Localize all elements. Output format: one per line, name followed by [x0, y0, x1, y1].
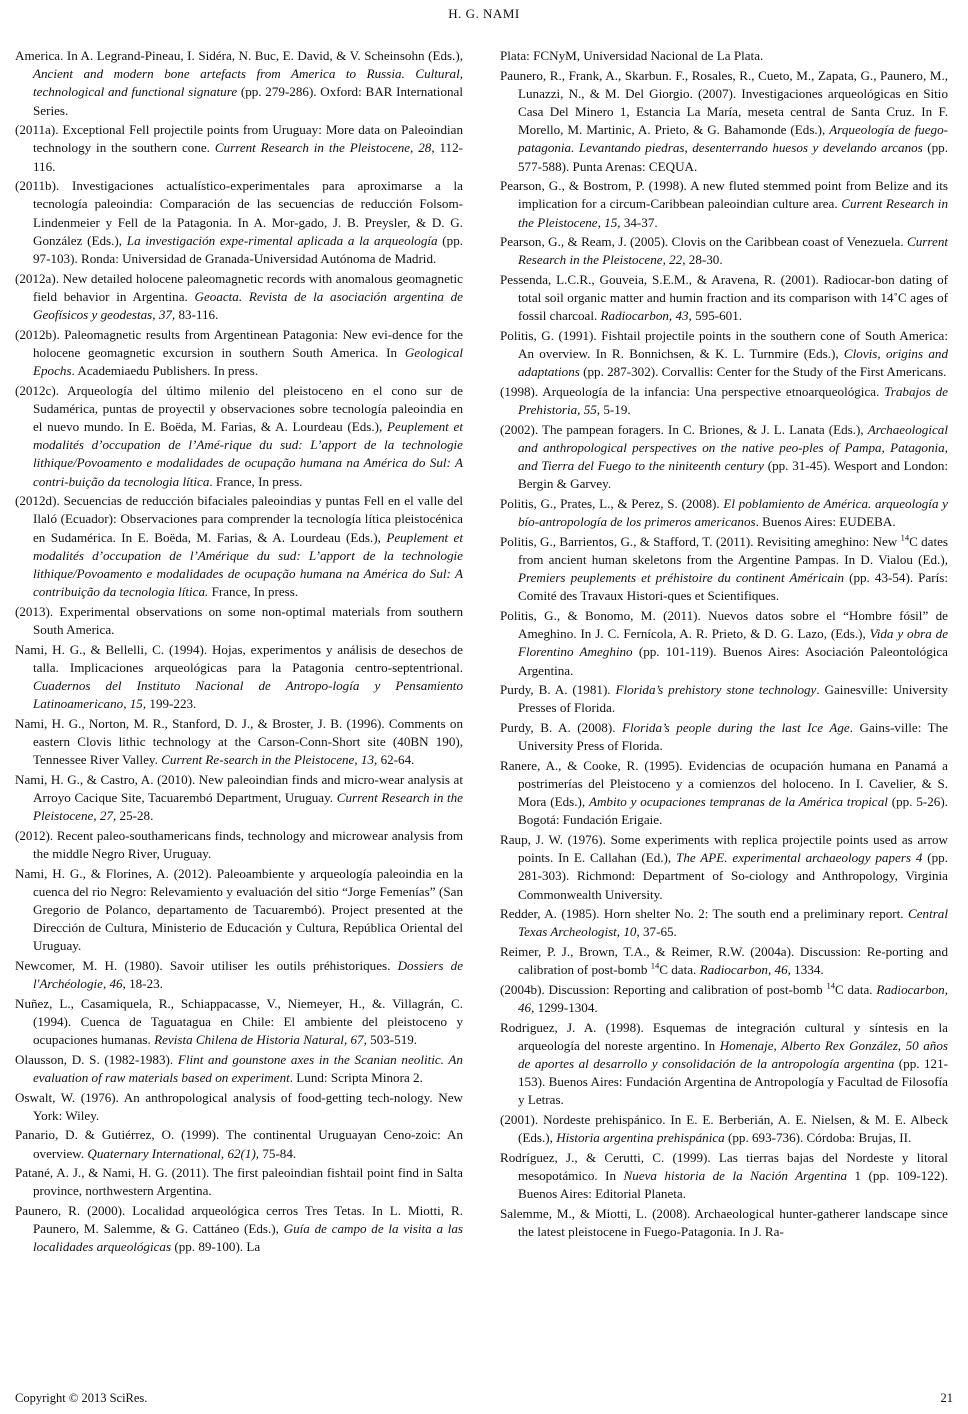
reference-entry: [500, 607, 948, 680]
reference-text-segment: 75-84.: [259, 1145, 297, 1161]
reference-text-segment: 25-28.: [116, 808, 154, 824]
reference-entry: [15, 1089, 463, 1125]
reference-text-segment: . Buenos Aires: EUDEBA.: [755, 514, 896, 530]
reference-text-segment: 112-116.: [33, 140, 463, 174]
reference-text-segment: 37-65.: [639, 924, 677, 940]
reference-entry: [500, 1149, 948, 1204]
reference-text-segment: Plata: FCNyM, Universidad Nacional de La Plata.: [500, 48, 764, 63]
reference-text-segment: 28-30.: [685, 252, 723, 268]
reference-text-segment: 18-23.: [125, 976, 163, 992]
reference-text-segment: Nami, H. G., Norton, M. R., Stanford, D. J., & Broster, J. B. (1996). Comments on eastern Clovis lithic technology at the Carson-Conn-Short site (40BN 190), Tennessee River Valley.: [15, 715, 463, 768]
reference-entry: [500, 719, 948, 755]
reference-text-segment: (2002). The pampean foragers. In C. Briones, & J. L. Lanata (Eds.),: [500, 421, 868, 437]
references-right-column: [500, 47, 948, 1243]
page-number: 21: [940, 1391, 953, 1405]
superscript: 14: [900, 532, 910, 543]
reference-text-segment: 199-223.: [146, 696, 197, 712]
reference-entry: [15, 827, 463, 863]
reference-text-segment: (pp. 279-286). Oxford: BAR International Series.: [33, 84, 463, 118]
reference-entry: [15, 492, 463, 601]
reference-italic-segment: Premiers peuplements et préhistoire du continent Américain: [518, 570, 845, 586]
reference-text-segment: Rodriguez, J. A. (1998). Esquemas de integración cultural y síntesis en la arqueología del noreste argentino. In: [500, 1019, 948, 1053]
reference-italic-segment: Central Texas Archeologist, 10,: [518, 906, 948, 940]
reference-text-segment: (pp. 287-302). Corvallis: Center for the Study of the First Americans.: [579, 364, 947, 380]
references-left-column: [15, 47, 463, 1258]
reference-text-segment: Redder, A. (1985). Horn shelter No. 2: The south end a preliminary report.: [500, 906, 908, 922]
reference-text-segment: America. In A. Legrand-Pineau, I. Sidéra, N. Buc, E. David, & V. Scheinsohn (Eds.),: [15, 48, 463, 63]
reference-text-segment: C dates from ancient human skeletons from the Argentine Pampas. In D. Vialou (Ed.),: [518, 533, 948, 567]
reference-italic-segment: Radiocarbon, 43,: [600, 308, 692, 324]
reference-entry: [15, 47, 463, 120]
reference-entry: [15, 270, 463, 325]
reference-entry: [15, 995, 463, 1050]
reference-text-segment: 503-519.: [366, 1032, 418, 1048]
reference-text-segment: Politis, G., & Bonomo, M. (2011). Nuevos datos sobre el “Hombre fósil” de Ameghino. In J. C. Fernícola, A. R. Prieto, & D. G. Lazo, (Eds.),: [500, 608, 948, 642]
reference-entry: [15, 326, 463, 381]
reference-text-segment: Politis, G., Barrientos, G., & Stafford, T. (2011). Revisiting ameghino: New: [500, 533, 901, 549]
reference-italic-segment: Current Research in the Pleistocene, 28,: [214, 140, 435, 156]
reference-text-segment: (pp. 43-54). París: Comité des Travaux Histori-ques et Scientifiques.: [518, 570, 948, 604]
reference-italic-segment: Florida’s people during the last Ice Age: [621, 720, 850, 735]
reference-italic-segment: Peuplement et modalités d’occupation de l’Amérique du sud: L’apport de la technologie lithique/Povoamento e modalidades de ocupação humana na América do Sul: A contribuição da tecnologia lítica.: [33, 529, 463, 600]
reference-entry: [500, 233, 948, 269]
reference-italic-segment: Geoacta. Revista de la asociación argentina de Geofísicos y geodestas, 37,: [33, 288, 463, 323]
reference-text-segment: (2013). Experimental observations on some non-optimal materials from southern South America.: [15, 603, 463, 638]
reference-italic-segment: Revista Chilena de Historia Natural, 67,: [154, 1032, 367, 1048]
reference-italic-segment: La investigación expe-rimental aplicada a la arqueología: [126, 232, 438, 248]
reference-text-segment: (pp. 97-103). Ronda: Universidad de Granada-Universidad Autónoma de Madrid.: [33, 232, 464, 267]
reference-entry: [500, 47, 948, 65]
reference-entry: [500, 831, 948, 904]
reference-entry: [500, 681, 948, 717]
reference-text-segment: (2011a). Exceptional Fell projectile points from Uruguay: More data on Paleoindian technology in the southern cone.: [15, 122, 463, 156]
reference-text-segment: Purdy, B. A. (1981).: [500, 682, 616, 698]
reference-entry: [15, 1202, 463, 1257]
reference-text-segment: (2012c). Arqueología del último milenio del pleistoceno en el cono sur de Sudamérica, puntas de proyectil y observaciones sobre tecnología paleoindia en el nuevo mundo. In E. Boëda, M. Farias, & A. Lourdeau (Eds.),: [15, 382, 463, 435]
reference-entry: [15, 121, 463, 176]
reference-text-segment: Newcomer, M. H. (1980). Savoir utiliser les outils préhistoriques.: [15, 958, 398, 974]
reference-entry: [15, 1051, 463, 1087]
reference-italic-segment: Current Research in the Pleistocene, 22,: [518, 234, 948, 268]
reference-entry: [500, 327, 948, 382]
reference-text-segment: (2012). Recent paleo-southamericans finds, technology and microwear analysis from the middle Negro River, Uruguay.: [15, 827, 463, 862]
reference-text-segment: . Gainesville: University Presses of Florida.: [518, 682, 948, 716]
reference-entry: [15, 177, 463, 268]
reference-text-segment: Nuñez, L., Casamiquela, R., Schiappacasse, V., Niemeyer, H., &. Villagrán, C. (1994). Cuenca de Taguatagua en Chile: El ambiente del pleistoceno y ocupaciones humanas.: [15, 995, 463, 1048]
reference-text-segment: (2012a). New detailed holocene paleomagnetic records with anomalous geomagnetic field behavior in Argentina.: [15, 270, 463, 304]
reference-text-segment: Ranere, A., & Cooke, R. (1995). Evidencias de ocupación humana en Panamá a postrimerías del Pleistoceno y a comienzos del holoceno. In I. Cavelier, & S. Mora (Eds.),: [500, 757, 948, 810]
reference-text-segment: 83-116.: [175, 307, 219, 323]
reference-entry: [500, 1111, 948, 1147]
reference-text-segment: . Academiaedu Publishers. In press.: [71, 363, 259, 379]
reference-text-segment: Paunero, R., Frank, A., Skarbun. F., Rosales, R., Cueto, M., Zapata, G., Paunero, M., Lunazzi, N., & M. Del Giorgio. (2007). Investigaciones arqueológicas en Sitio Casa Del Minero 1, Estancia La María, meseta central de Santa Cruz. In F. Morello, M. Martinic, A. Prieto, & G. Bahamonde (Eds.),: [500, 67, 948, 138]
reference-italic-segment: Ancient and modern bone artefacts from America to Russia. Cultural, technological and functional signature: [33, 66, 463, 100]
reference-italic-segment: Current Research in the Pleistocene, 15,: [518, 196, 948, 230]
reference-text-segment: (2004b). Discussion: Reporting and calibration of post-bomb: [500, 981, 827, 997]
reference-text-segment: 1 (pp. 109-122). Buenos Aires: Editorial Planeta.: [518, 1168, 949, 1202]
reference-text-segment: Raup, J. W. (1976). Some experiments with replica projectile points used as arrow points. In E. Callahan (Ed.),: [500, 832, 948, 866]
reference-italic-segment: Vida y obra de Florentino Ameghino: [518, 626, 949, 660]
reference-text-segment: (2011b). Investigaciones actualístico-experimentales para aproximarse a la tecnología paleoindia: Comparación de las secuencias de reducción Folsom-Lindenmeier y Fell de la Patagonia. In A. Mor-gado, J. B. Preysler, & D. G. González (Eds.),: [15, 178, 463, 248]
reference-italic-segment: Geological Epochs: [33, 344, 463, 379]
reference-text-segment: Pearson, G., & Ream, J. (2005). Clovis on the Caribbean coast of Venezuela.: [500, 234, 908, 250]
reference-text-segment: Paunero, R. (2000). Localidad arqueológica cerros Tres Tetas. In L. Miotti, R. Paunero, M. Salemme, & G. Cattáneo (Eds.),: [15, 1203, 463, 1237]
reference-entry: [15, 715, 463, 770]
reference-text-segment: C data.: [834, 981, 877, 997]
reference-italic-segment: Florida’s prehistory stone technology: [615, 682, 817, 698]
reference-italic-segment: Trabajos de Prehistoria, 55,: [518, 384, 948, 418]
reference-text-segment: (pp. 31-45). Wesport and London: Bergin & Garvey.: [518, 458, 948, 492]
reference-entry: [15, 641, 463, 714]
reference-italic-segment: Dossiers de l'Archéologie, 46,: [33, 958, 463, 992]
reference-italic-segment: Ambito y ocupaciones tempranas de la América tropical: [588, 794, 888, 810]
reference-text-segment: 5-19.: [600, 402, 631, 418]
reference-text-segment: Olausson, D. S. (1982-1983).: [15, 1051, 178, 1067]
reference-text-segment: Politis, G. (1991). Fishtail projectile points in the southern cone of South America: An overview. In R. Bonnichsen, & K. L. Turnmire (Eds.),: [500, 328, 948, 362]
reference-italic-segment: El poblamiento de América. arqueología y bío-antropología de los primeros americanos: [518, 496, 948, 530]
reference-entry: [15, 1126, 463, 1162]
reference-text-segment: (2001). Nordeste prehispánico. In E. E. Berberián, A. E. Nielsen, & M. E. Albeck (Eds.),: [500, 1112, 948, 1146]
reference-italic-segment: Radiocarbon, 46,: [699, 962, 791, 978]
reference-italic-segment: Homenaje, Alberto Rex González, 50 años de aportes al desarrollo y consolidación de la antropología argentina: [518, 1037, 948, 1071]
reference-italic-segment: Radiocarbon, 46,: [518, 981, 948, 1015]
reference-italic-segment: Historia argentina prehispánica: [556, 1130, 725, 1146]
reference-entry: [500, 1019, 948, 1110]
reference-entry: [15, 603, 463, 639]
reference-text-segment: Oswalt, W. (1976). An anthropological analysis of food-getting tech-nology. New York: Wiley.: [15, 1089, 463, 1123]
reference-entry: [15, 865, 463, 956]
reference-text-segment: (pp. 101-119). Buenos Aires: Asociación Paleontológica Argentina.: [518, 644, 948, 678]
reference-text-segment: (pp. 89-100). La: [171, 1239, 261, 1255]
reference-italic-segment: Cuadernos del Instituto Nacional de Antropo-logía y Pensamiento Latinoamericano, 15,: [33, 678, 463, 712]
reference-entry: [500, 757, 948, 830]
reference-entry: [500, 67, 948, 176]
reference-text-segment: Salemme, M., & Miotti, L. (2008). Archaeological hunter-gatherer landscape since the latest pleistocene in Fuego-Patagonia. In J. Ra-: [500, 1205, 948, 1239]
reference-italic-segment: Nueva historia de la Nación Argentina: [623, 1168, 848, 1183]
reference-entry: [500, 533, 948, 606]
reference-italic-segment: The APE. experimental archaeology papers 4: [676, 850, 923, 866]
reference-text-segment: Patané, A. J., & Nami, H. G. (2011). The first paleoindian fishtail point find in Salta province, northwestern Argentina.: [15, 1165, 463, 1199]
running-head: H. G. NAMI: [448, 6, 520, 21]
reference-italic-segment: Guía de campo de la visita a las localidades arqueológicas: [33, 1221, 464, 1255]
reference-entry: [15, 771, 463, 826]
reference-italic-segment: Clovis, origins and adaptations: [518, 346, 948, 380]
reference-text-segment: 62-64.: [377, 752, 415, 768]
reference-text-segment: Purdy, B. A. (2008).: [500, 720, 622, 735]
reference-italic-segment: Archaeological and anthropological perspectives on the native peo-ples of Pampa, Patagonia, and Tierra del Fuego to the niniteenth century: [518, 421, 948, 474]
reference-entry: [500, 1205, 948, 1241]
reference-italic-segment: Peuplement et modalités d’occupation de l’Amé-rique du sud: L’apport de la technologie lithique/Povoamento e modalidades de ocupação humana na América do Sul: A contri-buição da tecnologia lítica: [33, 419, 463, 489]
reference-entry: [500, 177, 948, 232]
reference-entry: [15, 382, 463, 491]
reference-italic-segment: Arqueología de fuego-patagonia. Levantando piedras, desenterrando huesos y develando arcanos: [518, 122, 948, 156]
reference-text-segment: Panario, D. & Gutiérrez, O. (1999). The continental Uruguayan Ceno-zoic: An overview.: [15, 1127, 463, 1161]
reference-text-segment: . Lund: Scripta Minora 2.: [289, 1070, 423, 1086]
reference-text-segment: Nami, H. G., & Castro, A. (2010). New paleoindian finds and micro-wear analysis at Arroyo Cacique Site, Tacuarembó Department, Uruguay.: [15, 771, 463, 806]
reference-text-segment: (1998). Arqueología de la infancia: Una perspective etnoarqueológica.: [500, 384, 885, 399]
reference-text-segment: (pp. 281-303). Richmond: Department of So-ciology and Anthropology, Virginia Commonwealth University.: [518, 850, 948, 902]
reference-text-segment: Politis, G., Prates, L., & Perez, S. (2008).: [500, 496, 724, 511]
reference-text-segment: Nami, H. G., & Florines, A. (2012). Paleoambiente y arqueología paleoindia en la cuenca del rio Negro: Relevamiento y evaluación del sitio “Jorge Femenías” (San Gregorio de Polanco, departamento de Tacuarembó). Project presented at the Dirección de Cultura, Ministerio de Educación y Cultura, República Oriental del Uruguay.: [15, 865, 463, 954]
reference-italic-segment: Current Re-search in the Pleistocene, 13,: [161, 752, 378, 768]
reference-entry: [500, 905, 948, 941]
reference-entry: [500, 495, 948, 531]
reference-entry: [15, 1164, 463, 1200]
reference-entry: [500, 943, 948, 979]
superscript: 14: [826, 980, 835, 991]
reference-text-segment: . France, In press.: [209, 473, 303, 489]
reference-text-segment: France, In press.: [208, 584, 299, 600]
reference-text-segment: Rodríguez, J., & Cerutti, C. (1999). Las tierras bajas del Nordeste y litoral mesopotámico. In: [500, 1149, 948, 1183]
reference-italic-segment: Flint and gounstone axes in the Scanian neolitic. An evaluation of raw materials based on experiment: [33, 1051, 463, 1086]
reference-entry: [500, 383, 948, 419]
reference-entry: [500, 981, 948, 1017]
reference-text-segment: . Gains-ville: The University Press of Florida.: [518, 720, 948, 754]
reference-entry: [500, 271, 948, 326]
reference-text-segment: 1334.: [790, 962, 824, 978]
copyright-notice: Copyright © 2013 SciRes.: [15, 1391, 148, 1405]
reference-text-segment: (pp. 693-736). Córdoba: Brujas, II.: [724, 1130, 912, 1146]
reference-text-segment: C data.: [659, 962, 700, 978]
reference-text-segment: (pp. 121-153). Buenos Aires: Fundación Argentina de Antropología y Facultad de Filosofía y Letras.: [518, 1056, 948, 1108]
reference-text-segment: (pp. 5-26). Bogotá: Fundación Erigaie.: [518, 794, 948, 828]
superscript: 14: [650, 960, 660, 971]
reference-italic-segment: Quaternary International, 62(1),: [87, 1145, 260, 1161]
reference-text-segment: Pessenda, L.C.R., Gouveia, S.E.M., & Aravena, R. (2001). Radiocar-bon dating of total soil organic matter and humin fraction and its comparison with 14˚C ages of fossil charcoal.: [500, 272, 948, 324]
reference-text-segment: (2012b). Paleomagnetic results from Argentinean Patagonia: New evi-dence for the holocene geomagnetic excursion in southern South America. In: [15, 326, 463, 360]
reference-entry: [15, 957, 463, 993]
reference-text-segment: (2012d). Secuencias de reducción bifaciales paleoindias y puntas Fell en el valle del Ilaló (Ecuador): Observaciones para comprender la tecnología lítica pleistocénica en Sudamérica. In E. Boëda, M. Farias, & A. Lourdeau (Eds.),: [15, 493, 463, 545]
reference-italic-segment: Current Research in the Pleistocene, 27,: [33, 790, 463, 824]
reference-text-segment: Nami, H. G., & Bellelli, C. (1994). Hojas, experimentos y análisis de desechos de talla. Implicaciones arqueológicas para la Patagonia centro-septentrional.: [15, 641, 463, 675]
reference-text-segment: Reimer, P. J., Brown, T.A., & Reimer, R.W. (2004a). Discussion: Re-porting and calibration of post-bomb: [500, 944, 948, 978]
reference-entry: [500, 421, 948, 494]
reference-text-segment: 34-37.: [620, 214, 658, 230]
reference-text-segment: (pp. 577-588). Punta Arenas: CEQUA.: [518, 140, 948, 174]
reference-text-segment: Pearson, G., & Bostrom, P. (1998). A new fluted stemmed point from Belize and its implication for a circum-Caribbean paleoindian culture area.: [500, 178, 948, 212]
reference-text-segment: 595-601.: [691, 308, 743, 324]
reference-text-segment: 1299-1304.: [534, 1000, 598, 1015]
